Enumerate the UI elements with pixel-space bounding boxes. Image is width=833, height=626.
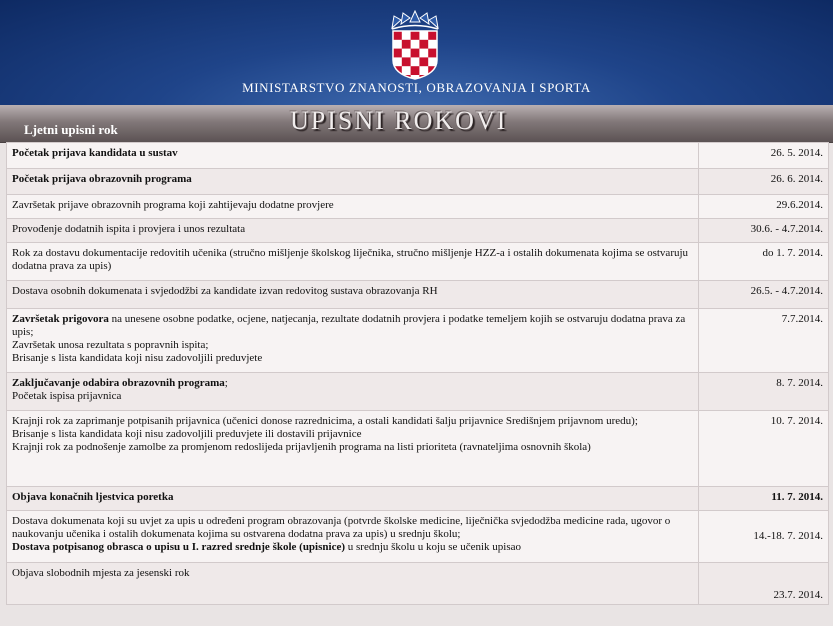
description-text: Provođenje dodatnih ispita i provjera i unos rezultata xyxy=(12,223,246,235)
description-text: Početak ispisa prijavnica xyxy=(12,390,122,402)
deadlines-table xyxy=(6,142,829,605)
bar-label: Ljetni upisni rok xyxy=(24,122,118,137)
description-text: Brisanje s lista kandidata koji nisu zadovoljili preduvjete xyxy=(12,352,263,364)
description-text: Završetak unosa rezultata s popravnih ispita; xyxy=(12,339,209,351)
description-text: Krajnji rok za podnošenje zamolbe za promjenom redoslijeda prijavljenih programa na listi prioriteta (ravnateljima osnovnih škola) xyxy=(12,441,591,453)
table-row xyxy=(7,511,829,563)
description-text: Završetak prigovora xyxy=(12,313,109,325)
description-text: Objava konačnih ljestvica poretka xyxy=(12,491,174,503)
table-row xyxy=(7,243,829,281)
table-row xyxy=(7,169,829,195)
deadline-description xyxy=(7,373,699,411)
deadline-description xyxy=(7,281,699,309)
deadline-date: 26. 6. 2014. xyxy=(699,169,829,195)
deadline-description xyxy=(7,195,699,219)
description-text: Brisanje s lista kandidata koji nisu zadovoljili preduvjete ili dostavili prijavnice xyxy=(12,428,362,440)
description-text: Dostava dokumenata koji su uvjet za upis u određeni program obrazovanja (potvrde školske medicine, liječnička svjedodžba medicine rada, ugovor o naukovanju učenika i ostalih dokumenata kojima su ostvarena dodatna prava za upis) u srednju školu; xyxy=(12,515,671,540)
description-text: na unesene osobne podatke, ocjene, natjecanja, rezultate dodatnih provjera i podatke temeljem kojih se ostvaruju dodatna prava za upis; xyxy=(12,313,686,338)
deadline-date: 23.7. 2014. xyxy=(699,563,829,605)
table-row xyxy=(7,487,829,511)
page-title: UPISNI ROKOVI xyxy=(290,106,508,135)
deadline-description xyxy=(7,219,699,243)
description-text: u srednju školu u koju se učenik upisao xyxy=(345,541,521,553)
deadline-date: 14.-18. 7. 2014. xyxy=(699,511,829,563)
deadline-description xyxy=(7,511,699,563)
ministry-name: MINISTARSTVO ZNANOSTI, OBRAZOVANJA I SPORTA xyxy=(242,80,591,95)
deadline-date: 26.5. - 4.7.2014. xyxy=(699,281,829,309)
table-row xyxy=(7,219,829,243)
deadline-date: do 1. 7. 2014. xyxy=(699,243,829,281)
deadline-description xyxy=(7,143,699,169)
description-text: Završetak prijave obrazovnih programa koji zahtijevaju dodatne provjere xyxy=(12,199,334,211)
deadline-description xyxy=(7,309,699,373)
deadline-description xyxy=(7,487,699,511)
deadline-date: 11. 7. 2014. xyxy=(699,487,829,511)
deadline-date: 8. 7. 2014. xyxy=(699,373,829,411)
table-row xyxy=(7,411,829,487)
deadline-description xyxy=(7,563,699,605)
description-text: Zaključavanje odabira obrazovnih programa xyxy=(12,377,225,389)
description-text: Rok za dostavu dokumentacije redovitih učenika (stručno mišljenje školskog liječnika, stručno mišljenje HZZ-a i ostalih dokumenata kojima se ostvaruju dodatna prava za upis) xyxy=(12,247,689,272)
description-text: Dostava potpisanog obrasca o upisu u I. razred srednje škole (upisnice) xyxy=(12,541,345,553)
deadline-description xyxy=(7,411,699,487)
deadline-description xyxy=(7,169,699,195)
table-row xyxy=(7,195,829,219)
deadline-date: 7.7.2014. xyxy=(699,309,829,373)
table-row xyxy=(7,563,829,605)
table-row xyxy=(7,281,829,309)
description-text: Objava slobodnih mjesta za jesenski rok xyxy=(12,567,190,579)
description-text: Dostava osobnih dokumenata i svjedodžbi za kandidate izvan redovitog sustava obrazovanja RH xyxy=(12,285,438,297)
deadline-description xyxy=(7,243,699,281)
description-text: Početak prijava kandidata u sustav xyxy=(12,147,178,159)
table-row xyxy=(7,373,829,411)
description-text: ; xyxy=(224,377,228,389)
deadline-date: 26. 5. 2014. xyxy=(699,143,829,169)
description-text: Krajnji rok za zaprimanje potpisanih prijavnica (učenici donose razrednicima, a ostali kandidati šalju prijavnice Središnjem prijavnom uredu); xyxy=(12,415,638,427)
table-row xyxy=(7,309,829,373)
deadline-date: 29.6.2014. xyxy=(699,195,829,219)
deadline-date: 10. 7. 2014. xyxy=(699,411,829,487)
croatian-coat-of-arms-icon xyxy=(389,10,441,80)
header-banner xyxy=(0,0,833,105)
table-row xyxy=(7,143,829,169)
description-text: Početak prijava obrazovnih programa xyxy=(12,173,192,185)
deadline-date: 30.6. - 4.7.2014. xyxy=(699,219,829,243)
